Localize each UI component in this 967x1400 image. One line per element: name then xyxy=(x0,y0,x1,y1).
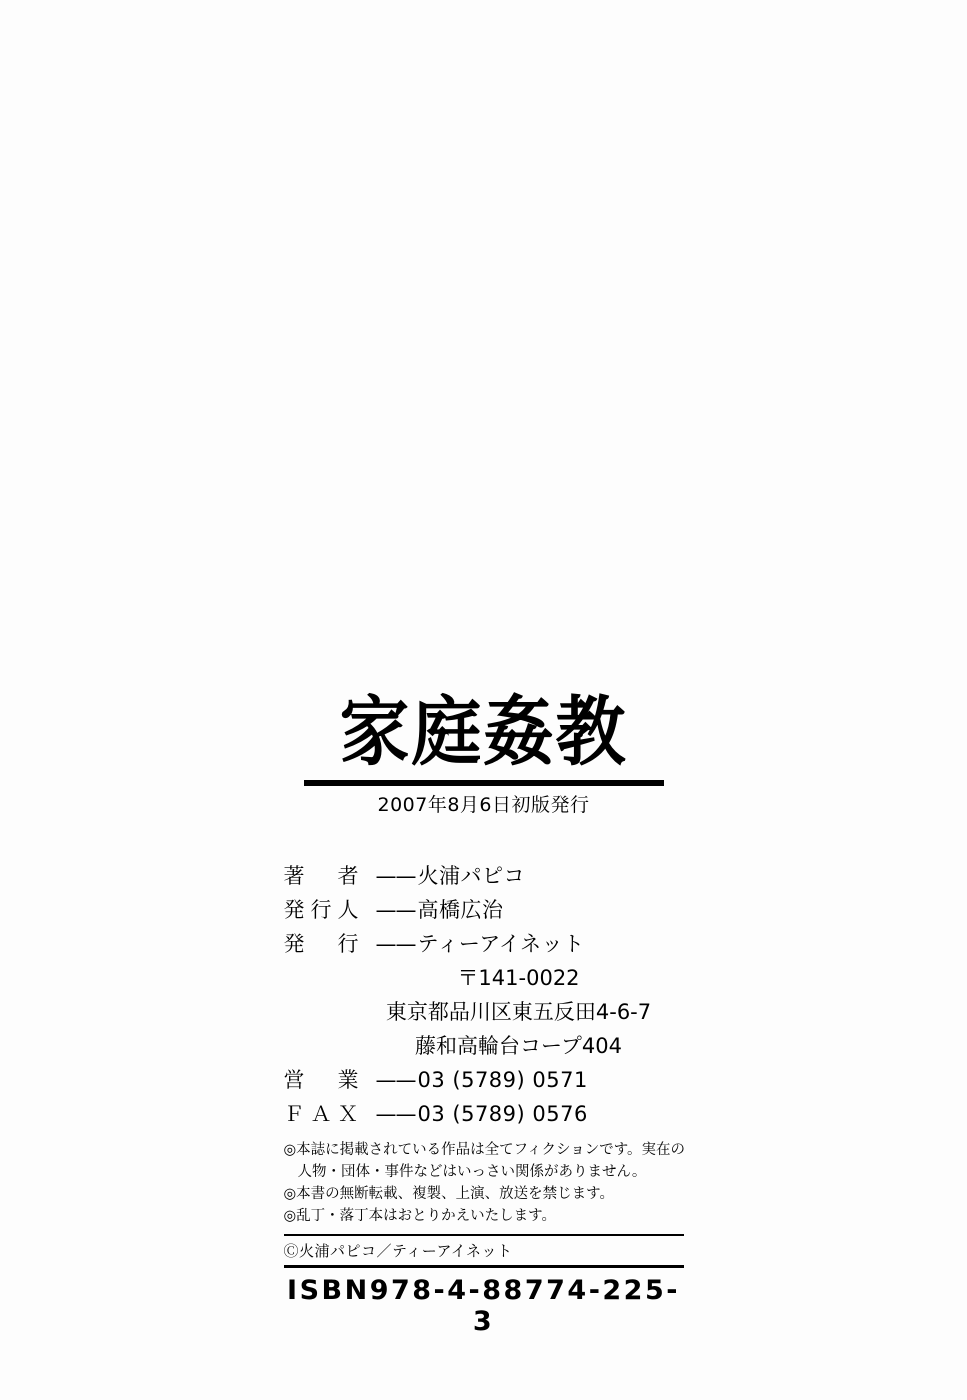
credit-label: 発行人 xyxy=(283,898,365,923)
address-line: 藤和高輪台コープ404 xyxy=(414,1034,623,1059)
credits-list xyxy=(284,859,684,1131)
publisher-address xyxy=(284,961,684,1063)
note-line: ◎乱丁・落丁本はおとりかえいたします。 xyxy=(283,1208,556,1225)
book-title: 家庭姦教 xyxy=(339,686,628,777)
title-block xyxy=(304,686,664,817)
contact-value: 03 (5789) 0576 xyxy=(417,1102,588,1127)
note-line: ◎本書の無断転載、複製、上演、放送を禁じます。 xyxy=(283,1186,614,1203)
credit-dash: —— xyxy=(375,1068,416,1093)
contact-value: 03 (5789) 0571 xyxy=(417,1068,588,1093)
contact-row-sales xyxy=(284,1063,684,1097)
credit-label: 著 者 xyxy=(283,864,365,888)
credit-row xyxy=(284,859,684,893)
copyright-line: Ⓒ火浦パピコ／ティーアイネット xyxy=(283,1242,513,1261)
note-line: 人物・団体・事件などはいっさい関係がありません。 xyxy=(297,1164,647,1181)
contact-label: ＦＡＸ xyxy=(283,1102,365,1127)
credit-value: 火浦パピコ xyxy=(417,864,525,888)
credit-label: 発 行 xyxy=(283,932,365,957)
isbn-code: ISBN978-4-88774-225-3 xyxy=(287,1275,680,1338)
credit-row xyxy=(284,893,684,927)
address-line: 〒141-0022 xyxy=(457,966,580,991)
legal-notes xyxy=(284,1139,684,1227)
credit-dash: —— xyxy=(375,932,416,957)
contact-row-fax xyxy=(284,1097,684,1131)
address-line: 東京都品川区東五反田4-6-7 xyxy=(385,1000,652,1025)
publication-date: 2007年8月6日初版発行 xyxy=(377,794,590,816)
credit-dash: —— xyxy=(375,898,416,923)
colophon-block xyxy=(0,686,967,1338)
credit-value: ティーアイネット xyxy=(417,932,585,957)
credit-row xyxy=(284,927,684,961)
note-line: ◎本誌に掲載されている作品は全てフィクションです。実在の xyxy=(283,1142,686,1159)
credit-value: 高橋広治 xyxy=(417,898,504,923)
credit-dash: —— xyxy=(375,864,416,888)
contact-label: 営 業 xyxy=(283,1068,365,1093)
credit-dash: —— xyxy=(375,1102,416,1127)
